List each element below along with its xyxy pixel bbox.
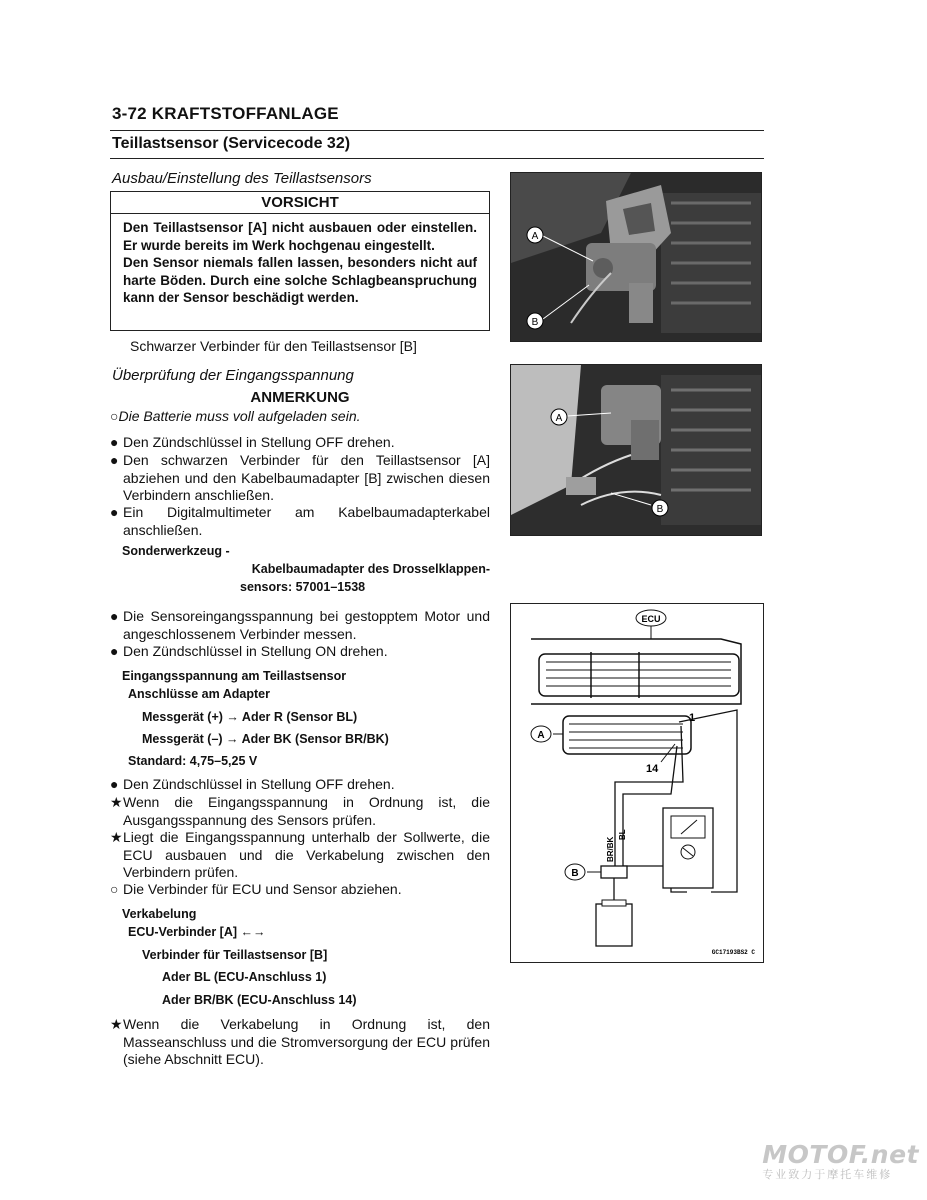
list-item: ● Den Zündschlüssel in Stellung OFF drehen. [110, 776, 395, 792]
bullet-dot-icon: ● [110, 434, 119, 450]
special-tool-label: Sonderwerkzeug - [122, 544, 230, 558]
list-item: ● Den Zündschlüssel in Stellung OFF drehen. [110, 434, 395, 450]
watermark-logo [762, 1140, 919, 1182]
star-icon: ★ [110, 1016, 123, 1032]
wiring-title: Verkabelung [122, 907, 197, 921]
wiring-sensor: Verbinder für Teillastsensor [B] [142, 948, 328, 962]
list-item: ★ Wenn die Verkabelung in Ordnung ist, den Masseanschluss und die Stromversorgung der ECU prüfen (siehe Abschnitt ECU). [110, 1016, 490, 1067]
wiring-brbk: Ader BR/BK (ECU-Anschluss 14) [162, 993, 357, 1007]
star-icon: ★ [110, 829, 123, 845]
wiring-bl: Ader BL (ECU-Anschluss 1) [162, 970, 327, 984]
photo-adapter-connection [510, 364, 762, 536]
bullet-dot-icon: ● [110, 643, 119, 659]
photo-sensor-removal [510, 172, 762, 342]
connector-note: Schwarzer Verbinder für den Teillastsensor [B] [130, 338, 417, 354]
sensor-block [596, 904, 632, 946]
diagram-wire-brbk: BR/BK [606, 836, 615, 862]
caution-text-1: Den Teillastsensor [A] nicht ausbauen oder einstellen. Er wurde bereits im Werk hochgenau eingestellt. [123, 220, 477, 253]
watermark-tagline: 专业致力于摩托车维修 [762, 1169, 893, 1181]
spec-standard: Standard: 4,75–5,25 V [128, 754, 258, 768]
hollow-circle-icon: ○ [110, 408, 119, 424]
diagram-code: GC17193BS2 C [711, 949, 755, 956]
note-title: ANMERKUNG [250, 389, 350, 406]
list-item: ★ Wenn die Eingangsspannung in Ordnung ist, die Ausgangsspannung des Sensors prüfen. [110, 794, 490, 828]
diagram-wire-bl: BL [618, 829, 627, 840]
section-heading-voltage: Überprüfung der Eingangsspannung [112, 367, 354, 384]
photo1-label-b: B [531, 317, 539, 328]
bullet-dot-icon: ● [110, 504, 119, 520]
list-item: ● Die Sensoreingangsspannung bei gestopptem Motor und angeschlossenem Verbinder messen. [110, 608, 490, 642]
diagram-pin-14: 14 [646, 763, 659, 775]
hollow-circle-icon: ○ [110, 881, 119, 897]
diagram-ecu-label: ECU [641, 614, 661, 624]
photo2-label-b: B [656, 504, 664, 515]
list-item: ○ Die Verbinder für ECU und Sensor abziehen. [110, 881, 402, 897]
section-heading-removal: Ausbau/Einstellung des Teillastsensors [112, 170, 372, 187]
note-line [110, 408, 361, 426]
header-rule [110, 130, 764, 131]
watermark-brand: MOTOF.net [762, 1140, 919, 1169]
page-header-title: 3-72 KRAFTSTOFFANLAGE [112, 104, 339, 123]
list-item: ● Den Zündschlüssel in Stellung ON drehen. [110, 643, 388, 659]
diagram-pin-1: 1 [689, 712, 696, 724]
diagram-label-b: B [571, 868, 579, 879]
diagram-label-a: A [537, 730, 545, 741]
special-tool-line-1: Kabelbaumadapter des Drosselklappen- [251, 562, 490, 576]
photo1-label-a: A [531, 231, 539, 242]
bullet-dot-icon: ● [110, 608, 119, 624]
spec-meter-minus: Messgerät (–) → Ader BK (Sensor BR/BK) [142, 732, 389, 746]
list-item: ● Den schwarzen Verbinder für den Teillastsensor [A] abziehen und den Kabelbaumadapter [B] zwischen diesen Verbindern anschließen. [110, 452, 490, 503]
spec-meter-plus: Messgerät (+) → Ader R (Sensor BL) [142, 710, 358, 724]
list-item: ● Ein Digitalmultimeter am Kabelbaumadapterkabel anschließen. [110, 504, 490, 538]
note-text: Die Batterie muss voll aufgeladen sein. [118, 408, 361, 424]
wiring-ecu: ECU-Verbinder [A] ←→ [128, 925, 266, 939]
spec-title: Eingangsspannung am Teillastsensor [122, 669, 347, 683]
page-subtitle: Teillastsensor (Servicecode 32) [112, 135, 351, 152]
special-tool-line-2: sensors: 57001–1538 [240, 580, 366, 594]
caution-box [110, 191, 490, 331]
star-icon: ★ [110, 794, 123, 810]
caution-title: VORSICHT [111, 192, 489, 214]
list-item: ★ Liegt die Eingangsspannung unterhalb der Sollwerte, die ECU ausbauen und die Verkabelung zwischen den Verbindern prüfen. [110, 829, 490, 880]
bullet-dot-icon: ● [110, 452, 119, 468]
wiring-diagram [510, 603, 764, 963]
photo2-label-a: A [555, 413, 563, 424]
subtitle-rule [110, 158, 764, 159]
caution-text-2: Den Sensor niemals fallen lassen, besonders nicht auf harte Böden. Durch eine solche Schlagbeanspruchung kann der Sensor beschädigt werden. [123, 255, 477, 305]
spec-subtitle: Anschlüsse am Adapter [128, 687, 270, 701]
bullet-dot-icon: ● [110, 776, 119, 792]
